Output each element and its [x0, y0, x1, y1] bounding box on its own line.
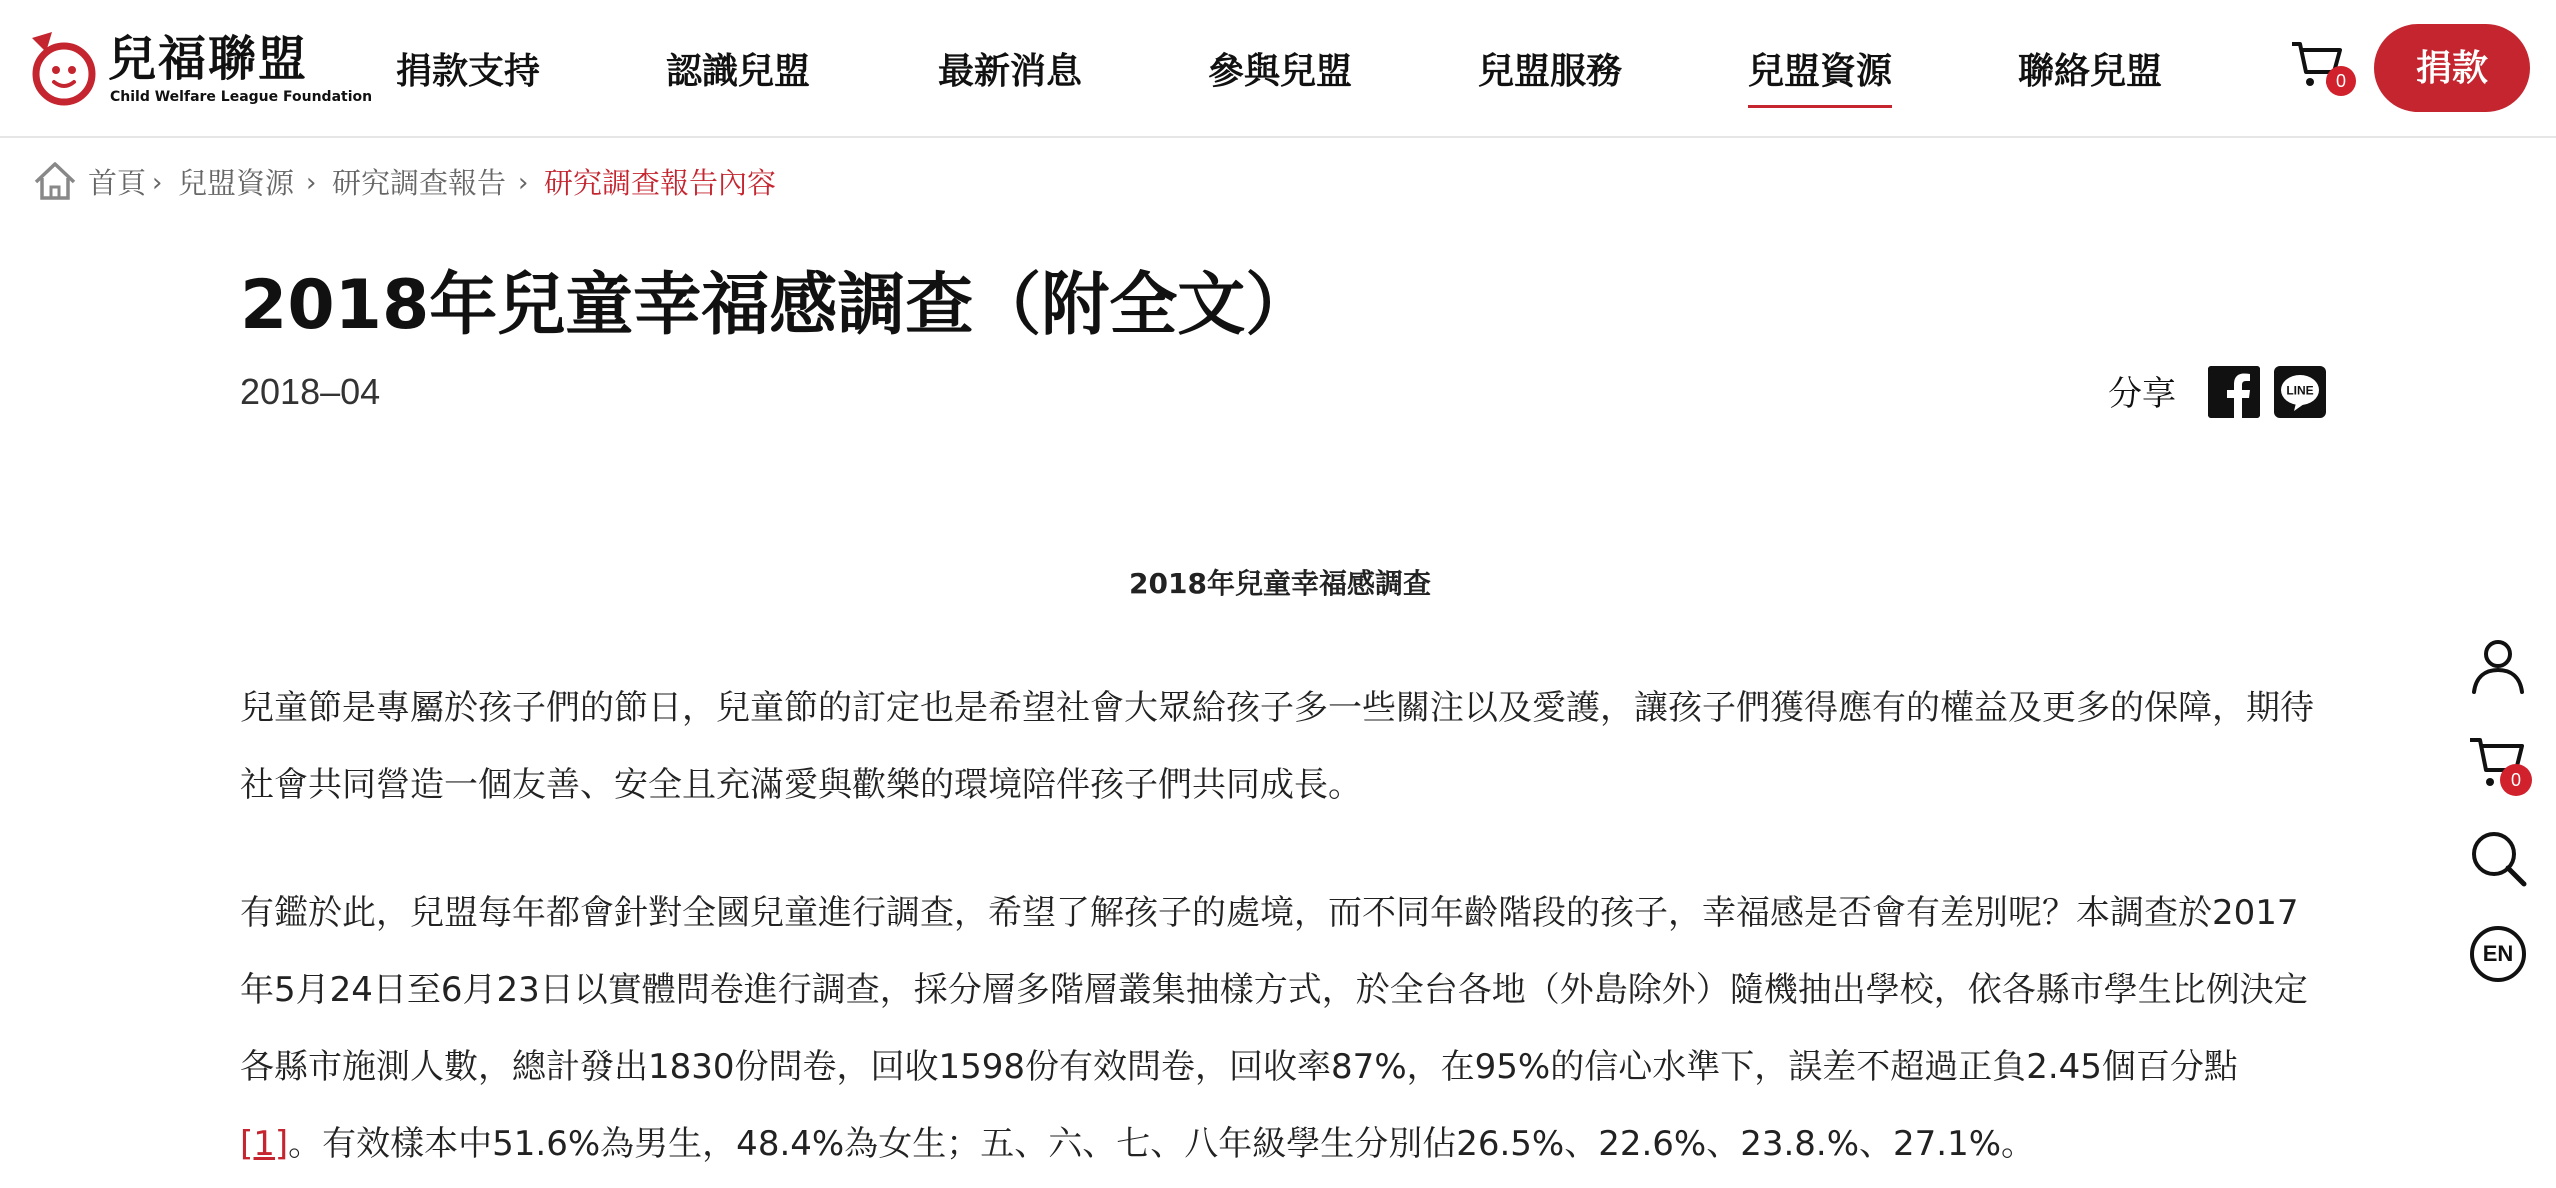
- floating-toolbar: [2466, 630, 2530, 990]
- breadcrumb-current: 研究調查報告內容: [544, 166, 777, 200]
- search-icon[interactable]: [2466, 826, 2530, 890]
- main-nav: [340, 0, 2240, 138]
- logo-english-name: Child Welfare League Foundation: [110, 89, 373, 105]
- nav-item-resources[interactable]: 兒盟資源: [1748, 44, 1892, 100]
- footnote-link[interactable]: [1]: [240, 1124, 289, 1164]
- donate-button[interactable]: 捐款: [2374, 24, 2530, 112]
- home-icon[interactable]: [32, 160, 78, 202]
- publish-date: 2018–04: [240, 371, 381, 412]
- chevron-right-icon: ›: [518, 168, 529, 198]
- breadcrumb-home[interactable]: 首頁: [88, 166, 147, 200]
- site-header: [0, 0, 2556, 138]
- language-toggle[interactable]: [2466, 922, 2530, 986]
- nav-item-participate[interactable]: 參與兒盟: [1208, 51, 1353, 92]
- nav-item-contact[interactable]: 聯絡兒盟: [2018, 51, 2163, 92]
- nav-item-news[interactable]: 最新消息: [938, 51, 1083, 92]
- language-label: EN: [2482, 941, 2514, 966]
- logo-mark-icon: [28, 28, 98, 106]
- chevron-right-icon: ›: [306, 168, 317, 198]
- facebook-icon[interactable]: [2208, 366, 2260, 418]
- share-label: 分享: [2108, 374, 2176, 414]
- article-subtitle: 2018年兒童幸福感調查: [1129, 567, 1431, 600]
- nav-item-donate-support[interactable]: 捐款支持: [396, 51, 541, 92]
- article-paragraph-2: [240, 875, 2320, 1183]
- line-icon[interactable]: [2274, 366, 2326, 418]
- breadcrumb: [32, 158, 1232, 208]
- nav-item-about[interactable]: 認識兒盟: [666, 51, 811, 92]
- side-cart-button[interactable]: [2466, 730, 2530, 794]
- chevron-right-icon: ›: [152, 168, 163, 198]
- side-cart-count-badge: 0: [2500, 764, 2532, 796]
- logo-chinese-name: 兒福聯盟: [108, 31, 309, 87]
- breadcrumb-research-reports[interactable]: 研究調查報告: [332, 166, 507, 200]
- share-bar: [2108, 366, 2328, 422]
- paragraph-2-text-end: 。有效樣本中51.6%為男生，48.4%為女生；五、六、七、八年級學生分別佔26.5%、22.6%、23.8.%、27.1%。: [288, 1124, 2036, 1164]
- breadcrumb-resources[interactable]: 兒盟資源: [178, 166, 295, 200]
- cart-count-badge: 0: [2326, 66, 2356, 96]
- article-paragraph-1: 兒童節是專屬於孩子們的節日，兒童節的訂定也是希望社會大眾給孩子多一些關注以及愛護，讓孩子們獲得應有的權益及更多的保障，期待社會共同營造一個友善、安全且充滿愛與歡樂的環境陪伴孩子們共同成長。: [240, 688, 2314, 805]
- page-title: 2018年兒童幸福感調查（附全文）: [240, 266, 1314, 345]
- user-icon[interactable]: [2466, 634, 2530, 698]
- paragraph-2-text: 有鑑於此，兒盟每年都會針對全國兒童進行調查，希望了解孩子的處境，而不同年齡階段的孩子，幸福感是否會有差別呢？本調查於2017年5月24日至6月23日以實體問卷進行調查，採分層多階層叢集抽樣方式，於全台各地（外島除外）隨機抽出學校，依各縣市學生比例決定各縣市施測人數，總計發出1830份問卷，回收1598份有效問卷，回收率87%，在95%的信心水準下，誤差不超過正負2.45個百分點: [240, 893, 2308, 1087]
- site-logo[interactable]: [28, 28, 373, 110]
- header-cart-button[interactable]: [2288, 36, 2358, 106]
- svg-text:LINE: LINE: [2286, 383, 2314, 398]
- nav-item-services[interactable]: 兒盟服務: [1478, 51, 1623, 92]
